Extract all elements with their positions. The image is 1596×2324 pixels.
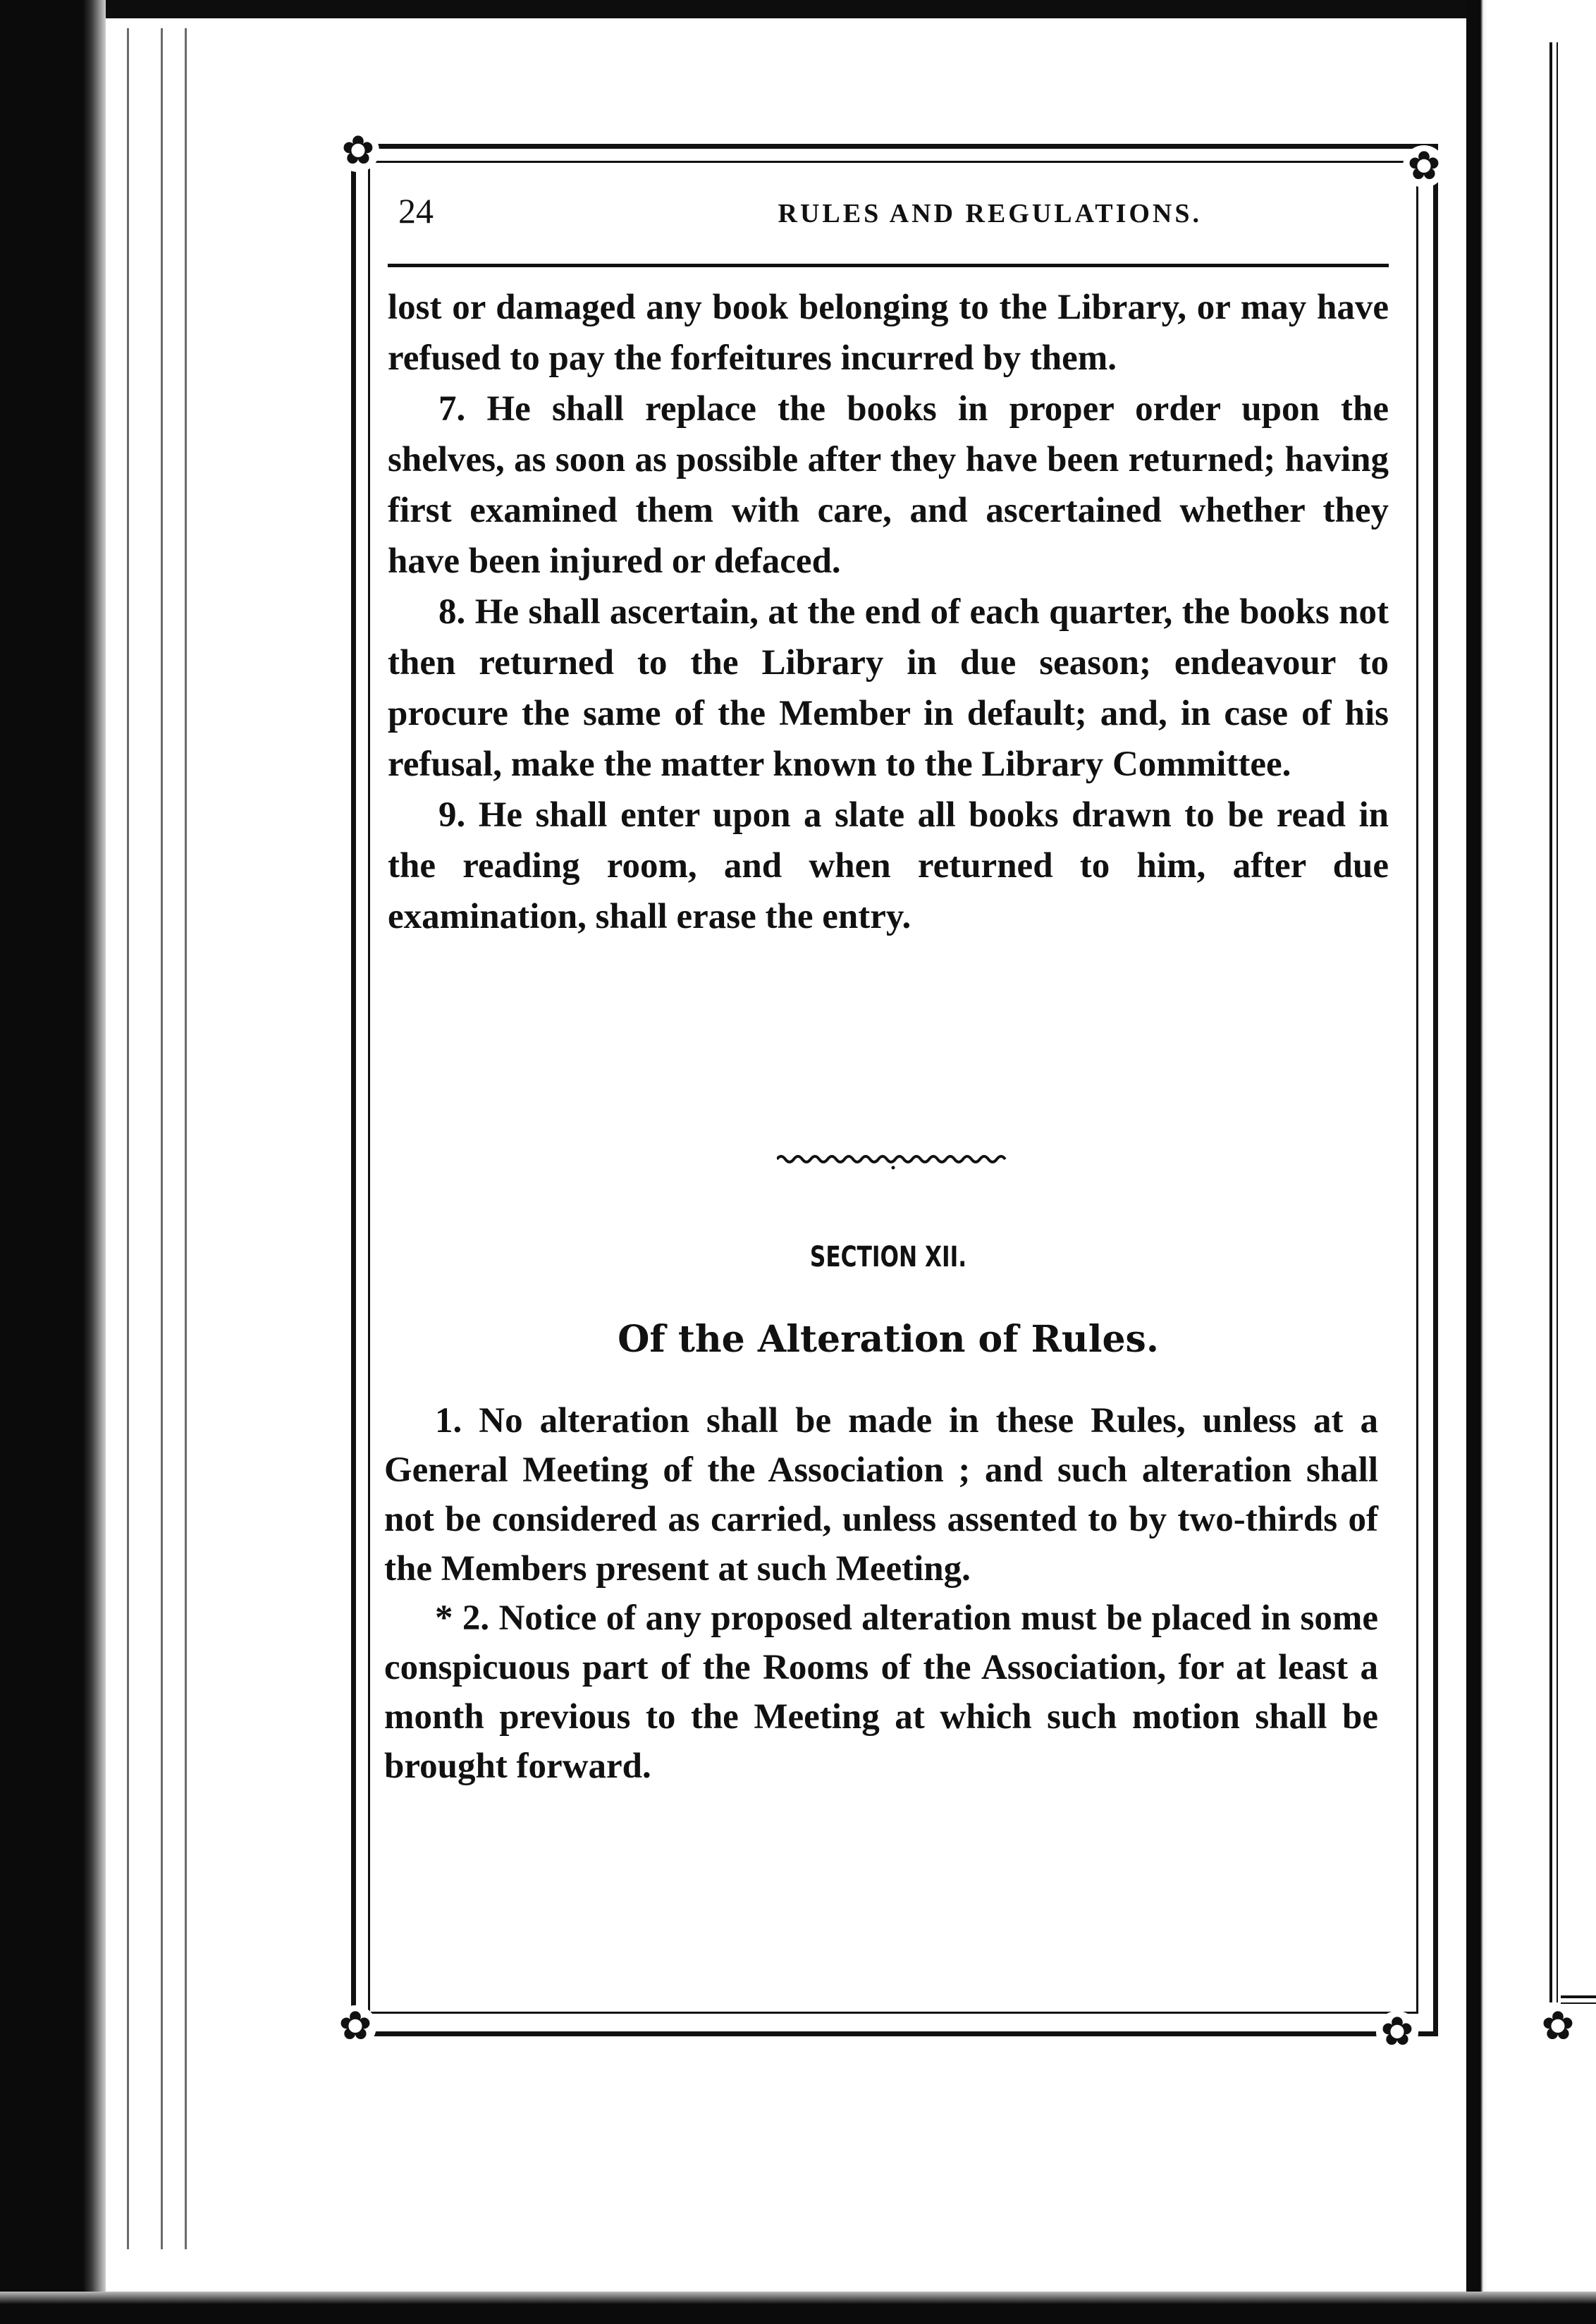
- paragraph-rule-8: 8. He shall ascertain, at the end of each quarter, the books not then returned to the Library in due season; endeavour to procure the same of the Member in default; and, in case of his refusal, make the matter known to the Library Committee.: [388, 592, 1389, 784]
- running-title: RULES AND REGULATIONS.: [778, 199, 1202, 228]
- paragraph-rule-7: 7. He shall replace the books in proper order upon the shelves, as soon as possible after they have been returned; having first examined them with care, and ascertained whether they have been injured or defaced.: [388, 389, 1389, 581]
- header-rule: [388, 264, 1389, 267]
- paragraph-section-rule-1: 1. No alteration shall be made in these Rules, unless at a General Meeting of the Association ; and such alteration shall not be considered as carried, unless assented to by two-thirds of the Members present at such Meeting.: [384, 1401, 1378, 1589]
- section-heading: SECTION XII.: [809, 1241, 967, 1273]
- page-fold-line: [127, 28, 129, 2249]
- page-fold-line: [185, 28, 187, 2249]
- paragraph-continuation: lost or damaged any book belonging to the Library, or may have refused to pay the forfeitures incurred by them.: [388, 288, 1389, 378]
- section-body-text: [384, 1396, 1378, 1791]
- scan-edge-right: [1466, 0, 1596, 2324]
- page-number: 24: [398, 191, 434, 231]
- rosette-ornament-icon: ✿: [334, 2005, 376, 2048]
- scan-edge-top: [0, 0, 1596, 18]
- scan-edge-bottom: [0, 2292, 1596, 2324]
- next-page-frame: [1549, 42, 1558, 2002]
- body-text: [388, 282, 1389, 942]
- running-head: [398, 186, 1392, 236]
- scan-edge-left: [0, 0, 106, 2324]
- section-subheading: Of the Alteration of Rules.: [618, 1318, 1159, 1361]
- section-divider: [777, 1149, 1009, 1170]
- paragraph-section-rule-2: * 2. Notice of any proposed alteration must be placed in some conspicuous part of the Rooms of the Association, for at least a month previous to the Meeting at which such motion shall be brought forward.: [384, 1598, 1378, 1786]
- page-fold-line: [161, 28, 163, 2249]
- rosette-ornament-icon: ✿: [1376, 2011, 1418, 2053]
- paragraph-rule-9: 9. He shall enter upon a slate all books drawn to be read in the reading room, and when returned to him, after due examination, shall erase the entry.: [388, 795, 1389, 936]
- rosette-ornament-icon: ✿: [337, 130, 379, 172]
- rosette-ornament-icon: ✿: [1403, 145, 1445, 188]
- rosette-ornament-icon: ✿: [1537, 2005, 1579, 2048]
